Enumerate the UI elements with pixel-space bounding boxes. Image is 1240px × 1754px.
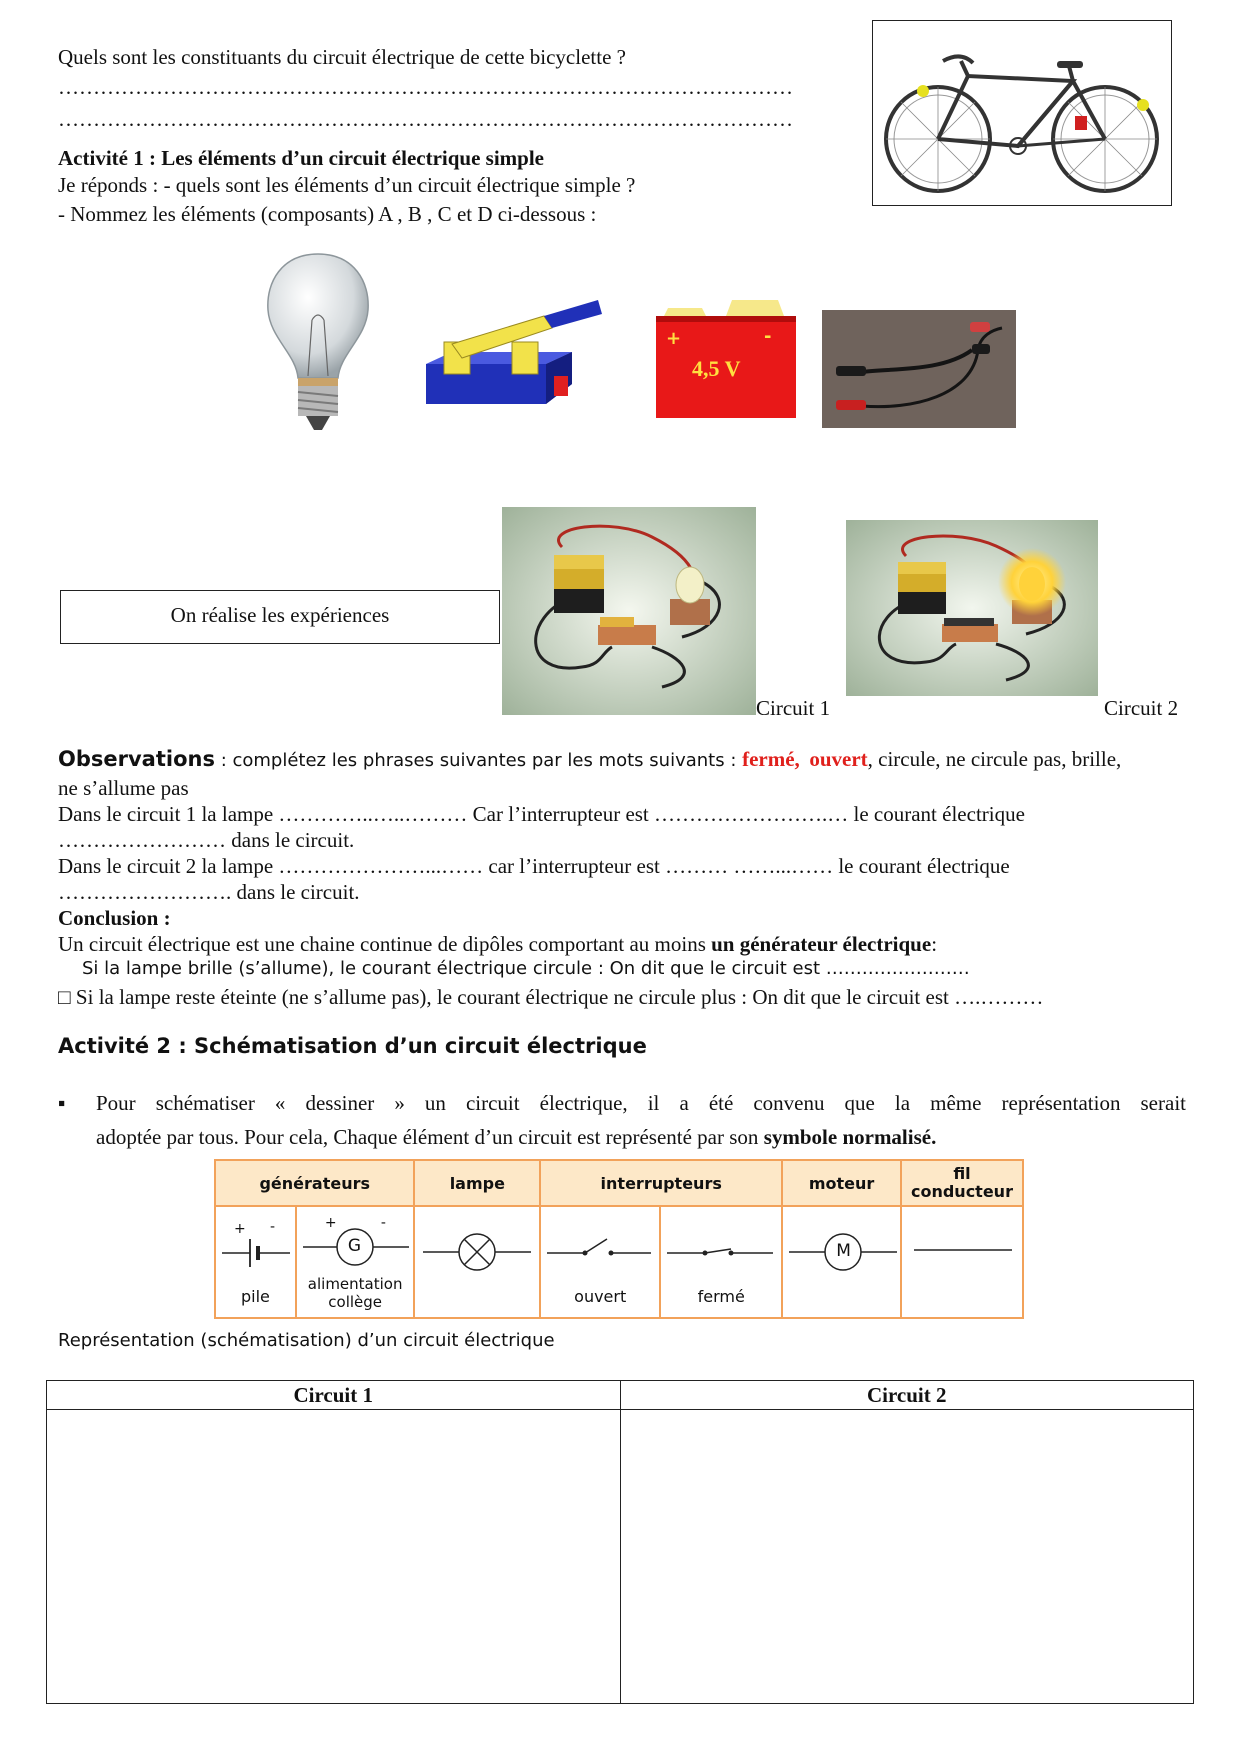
intro-answer-line-2: …………………………………………………………………………………………… [58, 107, 793, 131]
activity1-instruction: - Nommez les éléments (composants) A , B , C et D ci-dessous : [58, 202, 597, 226]
symbols-table-row [215, 1206, 1023, 1318]
circuit2-drawing-area[interactable] [620, 1410, 1194, 1704]
observations-line-1 [58, 746, 1121, 772]
observations-title: Observations [58, 747, 215, 771]
circuit2-sentence-line-2: ……………………. dans le circuit. [58, 880, 360, 904]
circuit2-photo [846, 520, 1098, 696]
activity2-title: Activité 2 : Schématisation d’un circuit électrique [58, 1034, 647, 1058]
activity2-bullet: ▪ [58, 1091, 66, 1115]
bicycle-icon [873, 21, 1171, 205]
conclusion-title: Conclusion : [58, 906, 171, 930]
generator-minus-sign: - [380, 1215, 386, 1231]
cell-ouvert [540, 1206, 660, 1318]
intro-answer-line-1: …………………………………………………………………………………………… [58, 75, 793, 99]
header-moteur: moteur [782, 1160, 901, 1206]
experiment-box [60, 590, 500, 644]
activity2-paragraph-line-2-start: adoptée par tous. Pour cela, Chaque élément d’un circuit est représenté par son [96, 1125, 764, 1149]
bicycle-image [872, 20, 1172, 206]
battery-minus-sign: - [764, 326, 772, 347]
label-ouvert: ouvert [574, 1286, 627, 1306]
pile-plus-sign: + [234, 1220, 246, 1237]
representation-title: Représentation (schématisation) d’un circuit électrique [58, 1330, 555, 1351]
conclusion-line-1-bold: un générateur électrique [711, 932, 932, 956]
header-interrupteurs: interrupteurs [540, 1160, 782, 1206]
observations-rest-words: , circule, ne circule pas, brille, [867, 747, 1122, 771]
symbols-table [214, 1159, 1024, 1319]
conclusion-line-3: □ Si la lampe reste éteinte (ne s’allume pas), le courant électrique ne circule plus : On dit que le circuit est ….……… [58, 985, 1044, 1009]
battery-image [652, 300, 800, 420]
header-lampe: lampe [414, 1160, 540, 1206]
activity2-paragraph-line-2-bold: symbole normalisé. [763, 1125, 937, 1149]
header-fil-conducteur: fil conducteur [901, 1160, 1023, 1206]
circuit1-drawing-area[interactable] [47, 1410, 621, 1704]
open-switch-symbol-icon [541, 1219, 659, 1279]
circuit-drawing-area-row [47, 1410, 1194, 1704]
cell-ferme [660, 1206, 782, 1318]
circuit1-drawing-header: Circuit 1 [47, 1381, 621, 1410]
pile-symbol-icon [216, 1219, 296, 1279]
activity2-paragraph-line-2 [96, 1124, 936, 1150]
cell-alimentation [296, 1206, 415, 1318]
circuit1-sentence-line-1: Dans le circuit 1 la lampe …………..…..……… Car l’interrupteur est …………………….… le courant électrique [58, 802, 1025, 826]
conclusion-line-2: Si la lampe brille (s’allume), le courant électrique circule : On dit que le circuit est …………………… [82, 958, 970, 979]
label-lampe [415, 1286, 539, 1306]
conclusion-line-1-end: : [931, 932, 938, 956]
wire-symbol-icon [902, 1218, 1022, 1278]
observations-intro: : complétez les phrases suivantes par les mots suivants : [214, 750, 743, 771]
circuit2-drawing-header: Circuit 2 [620, 1381, 1194, 1410]
motor-m-letter: M [836, 1241, 851, 1261]
knife-switch-icon [422, 294, 604, 414]
label-fil [902, 1286, 1022, 1306]
cell-pile [215, 1206, 296, 1318]
label-ferme: fermé [697, 1286, 745, 1306]
lightbulb-icon [262, 250, 374, 434]
label-pile: pile [240, 1286, 270, 1306]
circuit1-photo [502, 507, 756, 715]
conclusion-line-1 [58, 931, 937, 957]
word-ouvert: ouvert [809, 747, 868, 771]
generator-plus-sign: + [324, 1215, 337, 1231]
battery-plus-sign: + [666, 328, 682, 349]
circuit2-caption: Circuit 2 [1104, 696, 1179, 720]
intro-question: Quels sont les constituants du circuit électrique de cette bicyclette ? [58, 45, 626, 69]
cell-fil [901, 1206, 1023, 1318]
generator-g-letter: G [347, 1236, 362, 1256]
activity1-question: Je réponds : - quels sont les éléments d’un circuit électrique simple ? [58, 173, 636, 197]
cell-lampe [414, 1206, 540, 1318]
word-ferme: fermé, [742, 747, 800, 771]
header-generateurs: générateurs [215, 1160, 414, 1206]
circuit1-sentence-line-2: …………………… dans le circuit. [58, 828, 355, 852]
pile-minus-sign: - [270, 1218, 276, 1235]
battery-voltage-label: 4,5 V [692, 356, 741, 381]
observations-rest-line2: ne s’allume pas [58, 776, 189, 800]
label-moteur [783, 1286, 900, 1306]
activity1-title: Activité 1 : Les éléments d’un circuit électrique simple [58, 146, 545, 170]
closed-switch-symbol-icon [661, 1219, 781, 1279]
symbols-table-header [215, 1160, 1023, 1206]
circuit2-sentence-line-1: Dans le circuit 2 la lampe …………………...…… car l’interrupteur est ……… ……...…… le courant électrique [58, 854, 1010, 878]
circuit-drawing-table [46, 1380, 1194, 1704]
lamp-symbol-icon [417, 1218, 537, 1278]
cell-moteur [782, 1206, 901, 1318]
activity2-paragraph-line-1: Pour schématiser « dessiner » un circuit électrique, il a été convenu que la même représentation serait [96, 1091, 1186, 1115]
connecting-wire-icon [822, 310, 1016, 428]
conclusion-line-1-start: Un circuit électrique est une chaine continue de dipôles comportant au moins [58, 932, 712, 956]
experiment-box-label: On réalise les expériences [170, 603, 390, 627]
circuit1-caption: Circuit 1 [756, 696, 831, 720]
circuit-drawing-header-row [47, 1381, 1194, 1410]
label-alimentation: alimentation collège [307, 1275, 403, 1311]
